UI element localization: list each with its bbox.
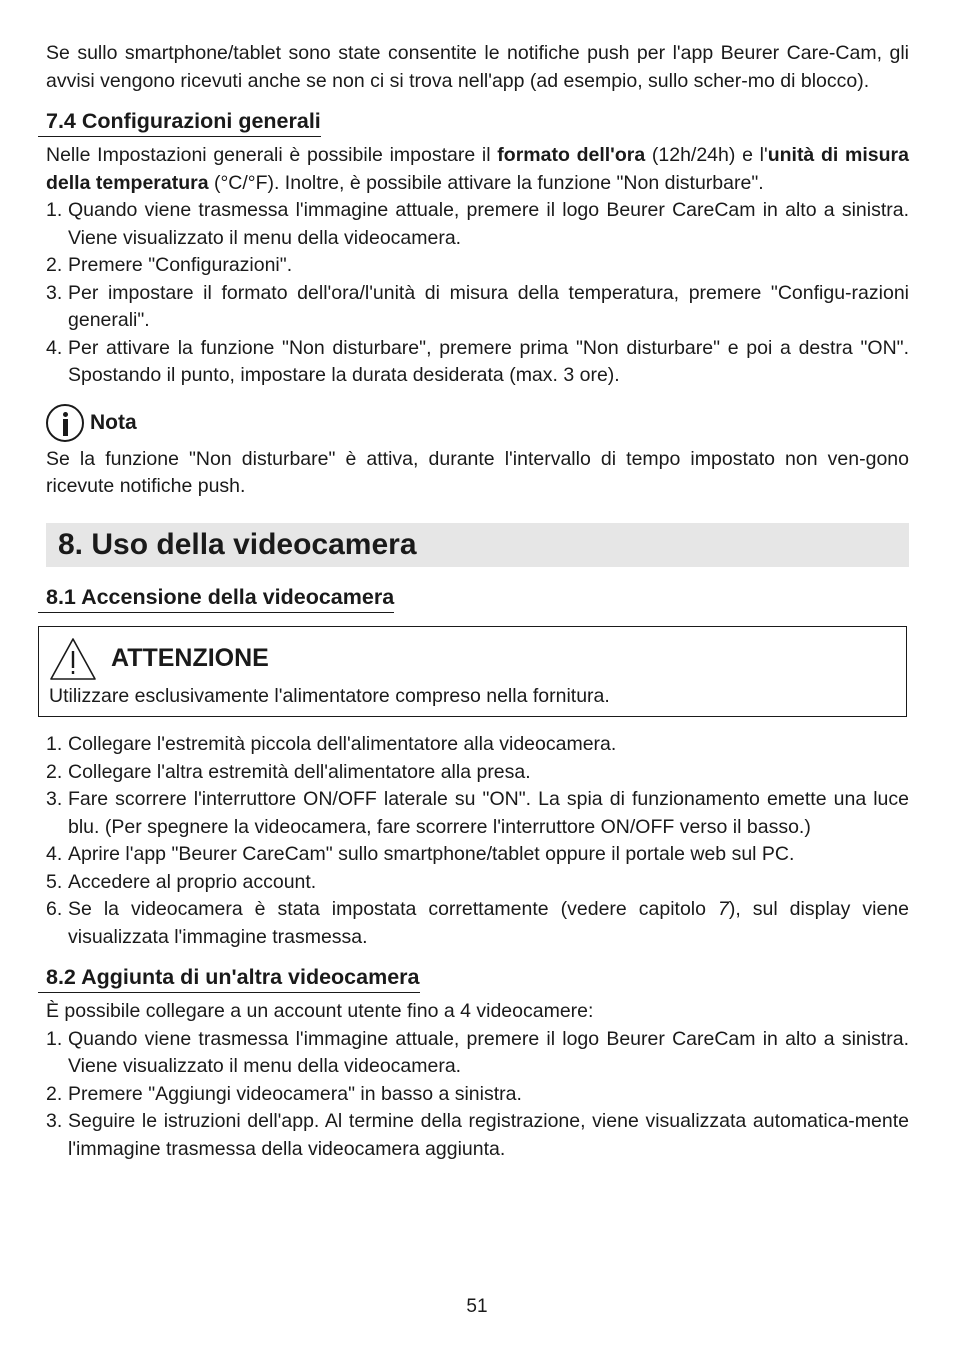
list-item (46, 1026, 909, 1081)
list-number: 4. (46, 843, 63, 865)
warning-header (49, 637, 896, 681)
section-8-2-steps (46, 1026, 909, 1164)
text-run: (°C/°F). Inoltre, è possibile attivare la funzione "Non disturbare". (208, 171, 764, 194)
section-7-4 (46, 107, 909, 390)
list-text: Premere "Configurazioni". (68, 254, 293, 276)
warning-triangle-icon (49, 637, 97, 681)
section-8-1-title: 8.1 Accensione della videocamera (38, 583, 394, 613)
section-8-1-steps (46, 731, 909, 951)
list-item (46, 197, 909, 252)
list-number: 3. (46, 788, 63, 810)
section-7-4-title: 7.4 Configurazioni generali (38, 107, 321, 137)
list-item (46, 1108, 909, 1163)
section-8-2 (46, 963, 909, 1163)
list-text: Aprire l'app "Beurer CareCam" sullo smartphone/tablet oppure il portale web sul PC. (68, 843, 795, 865)
list-item (46, 841, 909, 869)
text-run: Nelle Impostazioni generali è possibile impostare il (46, 144, 498, 166)
list-number: 3. (46, 1110, 63, 1132)
list-item (46, 335, 909, 390)
list-text: Per impostare il formato dell'ora/l'unità di misura della temperatura, premere "Configu-razioni generali". (68, 281, 909, 331)
list-item (46, 1081, 909, 1109)
info-icon (46, 404, 84, 442)
chapter-reference: 7 (717, 898, 729, 920)
note-label: Nota (90, 410, 137, 434)
list-number: 1. (46, 1027, 63, 1050)
section-7-4-paragraph (46, 142, 909, 197)
list-text: Fare scorrere l'interruttore ON/OFF laterale su "ON". La spia di funzionamento emette una luce blu. (Per spegnere la videocamera, fare scorrere l'interruttore ON/OFF verso il basso.) (68, 788, 909, 838)
warning-text: Utilizzare esclusivamente l'alimentatore compreso nella fornitura. (49, 684, 610, 707)
bold-run-time-format: formato dell'ora (497, 144, 646, 166)
list-number: 2. (46, 1082, 63, 1105)
list-number: 1. (46, 199, 63, 221)
list-text: Collegare l'altra estremità dell'alimentatore alla presa. (68, 760, 531, 783)
list-number: 2. (46, 254, 63, 276)
list-text: Seguire le istruzioni dell'app. Al termine della registrazione, viene visualizzata automatica-mente l'immagine trasmessa della videocamera aggiunta. (68, 1110, 909, 1160)
section-7-4-steps (46, 197, 909, 390)
list-number: 3. (46, 281, 63, 304)
list-number: 5. (46, 870, 63, 893)
list-number: 4. (46, 336, 63, 359)
warning-box (38, 626, 907, 718)
page-number: 51 (466, 1296, 488, 1317)
list-item (46, 759, 909, 787)
chapter-8-title: 8. Uso della videocamera (46, 523, 909, 567)
list-text: Quando viene trasmessa l'immagine attuale, premere il logo Beurer CareCam in alto a sinistra. Viene visualizzato il menu della videocamera. (68, 199, 909, 249)
document-page (46, 40, 909, 1163)
list-item (46, 280, 909, 335)
list-text: Se la videocamera è stata impostata correttamente (vedere capitolo (68, 898, 718, 920)
list-text: Quando viene trasmessa l'immagine attuale, premere il logo Beurer CareCam in alto a sinistra. Viene visualizzato il menu della videocamera. (68, 1027, 909, 1077)
list-text: ), sul display viene visualizzata l'immagine trasmessa. (68, 898, 909, 948)
list-item (46, 896, 909, 951)
section-8-2-intro: È possibile collegare a un account utente fino a 4 videocamere: (46, 1000, 594, 1022)
list-text: Premere "Aggiungi videocamera" in basso a sinistra. (68, 1082, 522, 1105)
note-text: Se la funzione "Non disturbare" è attiva, durante l'intervallo di tempo impostato non ven-gono ricevute notifiche push. (46, 447, 909, 497)
warning-label: ATTENZIONE (111, 644, 269, 672)
list-item (46, 869, 909, 897)
list-number: 1. (46, 733, 63, 755)
list-item (46, 786, 909, 841)
note-header (46, 404, 909, 442)
list-text: Collegare l'estremità piccola dell'alimentatore alla videocamera. (68, 733, 617, 755)
list-text: Per attivare la funzione "Non disturbare", premere prima "Non disturbare" e poi a destra "ON". Spostando il punto, impostare la durata desiderata (max. 3 ore). (68, 336, 909, 386)
list-item (46, 252, 909, 280)
list-text: Accedere al proprio account. (68, 870, 317, 893)
list-number: 2. (46, 760, 63, 783)
text-run: (12h/24h) e l' (645, 144, 768, 166)
section-8-1 (46, 583, 909, 952)
intro-paragraph: Se sullo smartphone/tablet sono state consentite le notifiche push per l'app Beurer Care-Cam, gli avvisi vengono ricevuti anche se non ci si trova nell'app (ad esempio, sullo scher-mo di blocco). (46, 42, 909, 92)
list-item (46, 731, 909, 759)
section-8-2-title: 8.2 Aggiunta di un'altra videocamera (38, 963, 420, 993)
list-number: 6. (46, 898, 63, 920)
bold-run-temperature-unit: unità di misura della temperatura (46, 144, 909, 194)
